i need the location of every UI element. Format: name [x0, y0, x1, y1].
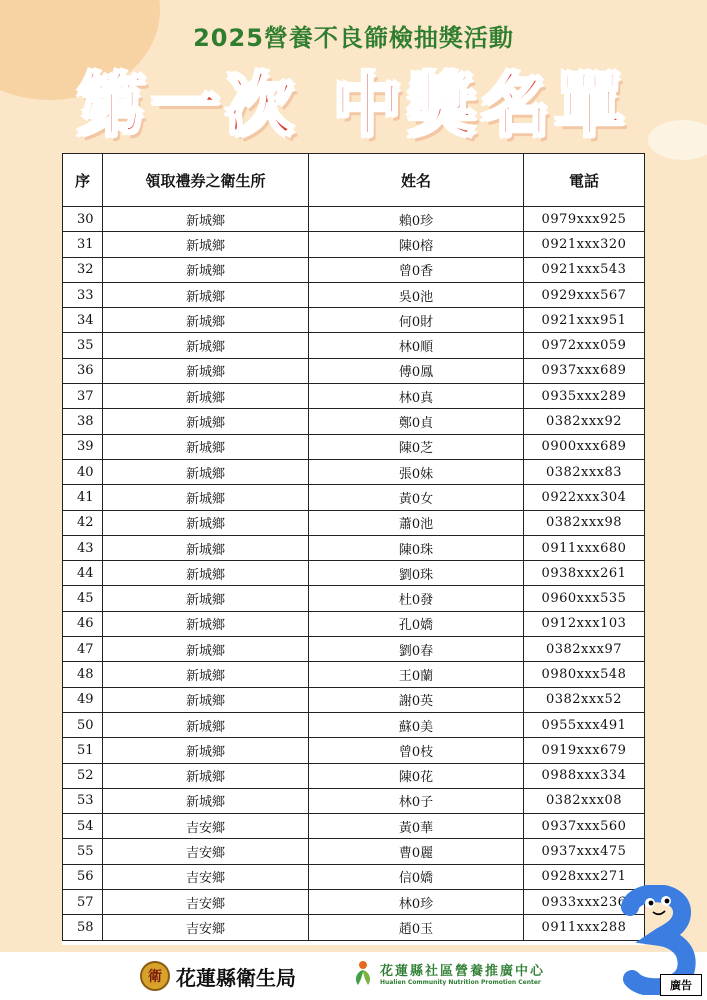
- cell-health-station: 吉安鄉: [103, 814, 309, 839]
- title-part-2: 中獎名單: [333, 67, 630, 146]
- cell-health-station: 新城鄉: [103, 535, 309, 560]
- cell-name: 曾0枝: [309, 738, 524, 763]
- nutrition-center-name-en: Hualien Community Nutrition Promotion Center: [380, 979, 541, 986]
- cell-phone: 0919xxx679: [524, 738, 645, 763]
- cell-index: 43: [63, 535, 103, 560]
- cell-health-station: 新城鄉: [103, 282, 309, 307]
- cell-health-station: 新城鄉: [103, 637, 309, 662]
- table-row: [63, 384, 645, 409]
- cell-health-station: 新城鄉: [103, 384, 309, 409]
- cell-index: 44: [63, 561, 103, 586]
- cell-name: 傅0鳳: [309, 358, 524, 383]
- table-row: [63, 687, 645, 712]
- title-part-1: 第一次: [77, 67, 300, 146]
- cell-health-station: 新城鄉: [103, 333, 309, 358]
- column-header-index: 序: [63, 154, 103, 207]
- cell-name: 謝0英: [309, 687, 524, 712]
- cell-phone: 0979xxx925: [524, 207, 645, 232]
- table-row: [63, 915, 645, 940]
- cell-name: 蘇0美: [309, 712, 524, 737]
- ad-label-badge: 廣告: [660, 974, 702, 996]
- cell-phone: 0960xxx535: [524, 586, 645, 611]
- cell-phone: 0929xxx567: [524, 282, 645, 307]
- cell-name: 劉0珠: [309, 561, 524, 586]
- cell-phone: 0937xxx560: [524, 814, 645, 839]
- column-header-health-station: 領取禮券之衛生所: [103, 154, 309, 207]
- table-row: [63, 788, 645, 813]
- cell-phone: 0935xxx289: [524, 384, 645, 409]
- cell-phone: 0937xxx689: [524, 358, 645, 383]
- cell-name: 信0嬌: [309, 864, 524, 889]
- cell-health-station: 新城鄉: [103, 586, 309, 611]
- cell-phone: 0921xxx543: [524, 257, 645, 282]
- page-title: [0, 52, 707, 149]
- table-row: [63, 839, 645, 864]
- health-bureau-logo: [140, 958, 296, 994]
- cell-phone: 0921xxx320: [524, 232, 645, 257]
- table-row: [63, 282, 645, 307]
- cell-index: 35: [63, 333, 103, 358]
- cell-name: 曹0麗: [309, 839, 524, 864]
- cell-index: 30: [63, 207, 103, 232]
- column-header-phone: 電話: [524, 154, 645, 207]
- cell-name: 劉0春: [309, 637, 524, 662]
- cell-health-station: 新城鄉: [103, 738, 309, 763]
- table-row: [63, 459, 645, 484]
- cell-phone: 0911xxx680: [524, 535, 645, 560]
- cell-index: 57: [63, 890, 103, 915]
- cell-health-station: 新城鄉: [103, 232, 309, 257]
- cell-name: 蕭0池: [309, 510, 524, 535]
- table-row: [63, 662, 645, 687]
- cell-name: 林0珍: [309, 890, 524, 915]
- cell-index: 54: [63, 814, 103, 839]
- cell-index: 46: [63, 611, 103, 636]
- cell-index: 53: [63, 788, 103, 813]
- cell-index: 38: [63, 409, 103, 434]
- table-row: [63, 890, 645, 915]
- cell-name: 陳0珠: [309, 535, 524, 560]
- cell-index: 51: [63, 738, 103, 763]
- cell-index: 56: [63, 864, 103, 889]
- cell-health-station: 吉安鄉: [103, 864, 309, 889]
- cell-health-station: 新城鄉: [103, 611, 309, 636]
- table-row: [63, 535, 645, 560]
- cell-health-station: 新城鄉: [103, 207, 309, 232]
- cell-phone: 0382xxx08: [524, 788, 645, 813]
- cell-phone: 0955xxx491: [524, 712, 645, 737]
- table-row: [63, 637, 645, 662]
- table-row: [63, 561, 645, 586]
- cell-name: 賴0珍: [309, 207, 524, 232]
- table-row: [63, 358, 645, 383]
- cell-health-station: 新城鄉: [103, 485, 309, 510]
- winner-table: [62, 153, 645, 941]
- cell-index: 45: [63, 586, 103, 611]
- table-row: [63, 232, 645, 257]
- cell-index: 40: [63, 459, 103, 484]
- table-header-row: [63, 154, 645, 207]
- cell-name: 黃0女: [309, 485, 524, 510]
- cell-index: 39: [63, 434, 103, 459]
- column-header-name: 姓名: [309, 154, 524, 207]
- table-row: [63, 864, 645, 889]
- cell-index: 52: [63, 763, 103, 788]
- cell-index: 50: [63, 712, 103, 737]
- cell-health-station: 新城鄉: [103, 358, 309, 383]
- cell-index: 36: [63, 358, 103, 383]
- cell-phone: 0911xxx288: [524, 915, 645, 940]
- cell-health-station: 吉安鄉: [103, 890, 309, 915]
- cell-name: 林0順: [309, 333, 524, 358]
- cell-health-station: 新城鄉: [103, 459, 309, 484]
- cell-health-station: 吉安鄉: [103, 915, 309, 940]
- cell-name: 孔0嬌: [309, 611, 524, 636]
- nutrition-center-logo: [352, 960, 545, 986]
- cell-phone: 0938xxx261: [524, 561, 645, 586]
- table-row: [63, 611, 645, 636]
- cell-health-station: 新城鄉: [103, 510, 309, 535]
- cell-name: 林0真: [309, 384, 524, 409]
- table-body: [63, 207, 645, 941]
- cell-index: 48: [63, 662, 103, 687]
- cell-phone: 0912xxx103: [524, 611, 645, 636]
- cell-name: 王0蘭: [309, 662, 524, 687]
- cell-index: 42: [63, 510, 103, 535]
- cell-index: 55: [63, 839, 103, 864]
- cell-name: 杜0發: [309, 586, 524, 611]
- cell-name: 趙0玉: [309, 915, 524, 940]
- cell-phone: 0382xxx97: [524, 637, 645, 662]
- cell-health-station: 新城鄉: [103, 434, 309, 459]
- table-row: [63, 712, 645, 737]
- table-row: [63, 814, 645, 839]
- cell-name: 鄭0貞: [309, 409, 524, 434]
- cell-health-station: 新城鄉: [103, 257, 309, 282]
- health-bureau-name: 花蓮縣衛生局: [176, 965, 296, 990]
- table-row: [63, 308, 645, 333]
- cell-phone: 0922xxx304: [524, 485, 645, 510]
- cell-phone: 0937xxx475: [524, 839, 645, 864]
- table-row: [63, 485, 645, 510]
- cell-health-station: 新城鄉: [103, 788, 309, 813]
- cell-phone: 0972xxx059: [524, 333, 645, 358]
- cell-index: 41: [63, 485, 103, 510]
- table-row: [63, 586, 645, 611]
- cell-health-station: 新城鄉: [103, 763, 309, 788]
- cell-name: 曾0香: [309, 257, 524, 282]
- table-row: [63, 763, 645, 788]
- cell-name: 吳0池: [309, 282, 524, 307]
- table-row: [63, 409, 645, 434]
- cell-health-station: 吉安鄉: [103, 839, 309, 864]
- cell-phone: 0900xxx689: [524, 434, 645, 459]
- cell-index: 49: [63, 687, 103, 712]
- cell-health-station: 新城鄉: [103, 308, 309, 333]
- table-row: [63, 738, 645, 763]
- cell-index: 33: [63, 282, 103, 307]
- cell-name: 黃0華: [309, 814, 524, 839]
- county-seal-icon: 衛: [140, 961, 170, 991]
- cell-phone: 0921xxx951: [524, 308, 645, 333]
- cell-index: 31: [63, 232, 103, 257]
- table-row: [63, 434, 645, 459]
- table-row: [63, 257, 645, 282]
- cell-index: 37: [63, 384, 103, 409]
- cell-index: 47: [63, 637, 103, 662]
- cell-name: 張0妹: [309, 459, 524, 484]
- table-row: [63, 207, 645, 232]
- leaf-person-icon: [352, 960, 374, 986]
- cell-health-station: 新城鄉: [103, 409, 309, 434]
- cell-index: 34: [63, 308, 103, 333]
- table-row: [63, 510, 645, 535]
- table-row: [63, 333, 645, 358]
- cell-health-station: 新城鄉: [103, 712, 309, 737]
- cell-index: 58: [63, 915, 103, 940]
- winner-table-container: [62, 153, 644, 945]
- cell-name: 陳0芝: [309, 434, 524, 459]
- cell-phone: 0988xxx334: [524, 763, 645, 788]
- cell-phone: 0933xxx236: [524, 890, 645, 915]
- cell-phone: 0980xxx548: [524, 662, 645, 687]
- cell-health-station: 新城鄉: [103, 561, 309, 586]
- cell-phone: 0382xxx52: [524, 687, 645, 712]
- cell-name: 何0財: [309, 308, 524, 333]
- cell-phone: 0382xxx83: [524, 459, 645, 484]
- cell-health-station: 新城鄉: [103, 662, 309, 687]
- nutrition-center-name: 花蓮縣社區營養推廣中心: [380, 964, 546, 979]
- cell-index: 32: [63, 257, 103, 282]
- event-subtitle: 2025營養不良篩檢抽獎活動: [193, 24, 514, 52]
- cell-phone: 0928xxx271: [524, 864, 645, 889]
- cell-name: 陳0榕: [309, 232, 524, 257]
- cell-health-station: 新城鄉: [103, 687, 309, 712]
- cell-name: 陳0花: [309, 763, 524, 788]
- cell-phone: 0382xxx98: [524, 510, 645, 535]
- cell-name: 林0子: [309, 788, 524, 813]
- cell-phone: 0382xxx92: [524, 409, 645, 434]
